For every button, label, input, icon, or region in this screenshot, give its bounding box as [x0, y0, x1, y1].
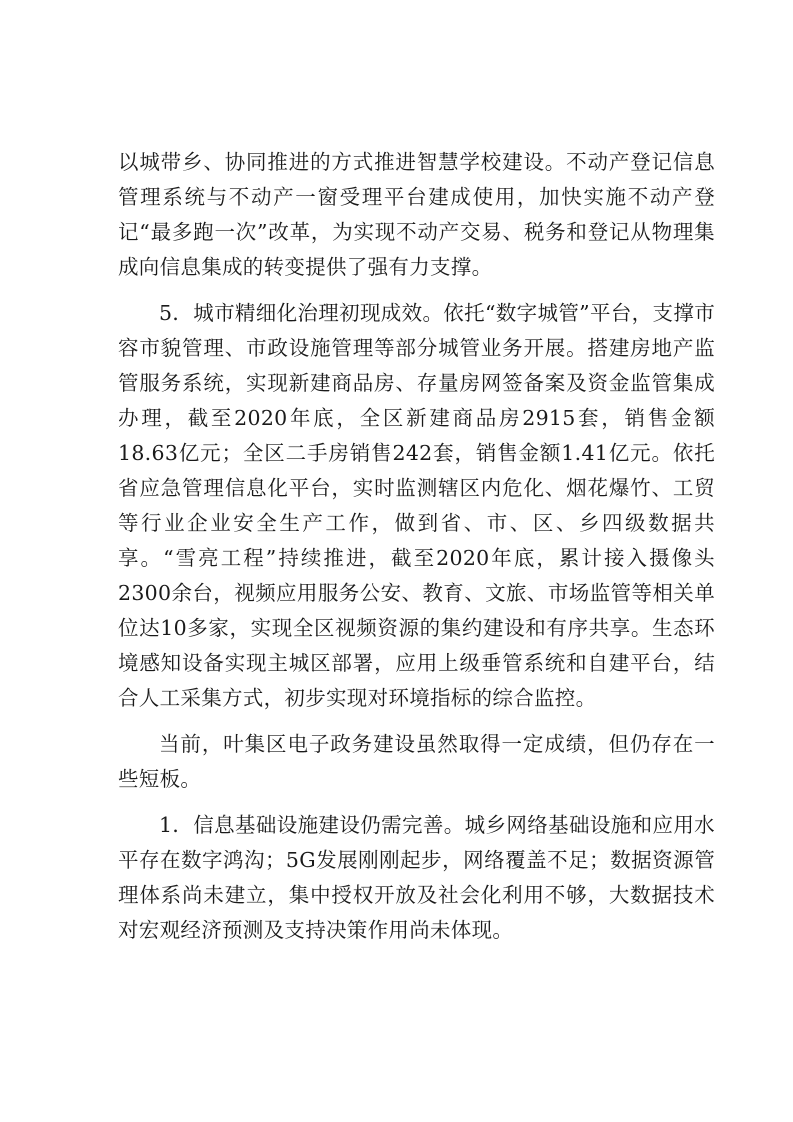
paragraph-shortcomings-intro: 当前，叶集区电子政务建设虽然取得一定成绩，但仍存在一些短板。 [118, 732, 715, 791]
paragraph-urban-governance: 5．城市精细化治理初现成效。依托“数字城管”平台，支撑市容市貌管理、市政设施管理等部分城管业务开展。搭建房地产监管服务系统，实现新建商品房、存量房网签备案及资金监管集成办理，截至2020年底，全区新建商品房2915套，销售金额18.63亿元；全区二手房销售242套，销售金额1.41亿元。依托省应急管理信息化平台，实时监测辖区内危化、烟花爆竹、工贸等行业企业安全生产工作，做到省、市、区、乡四级数据共享。“雪亮工程”持续推进，截至2020年底，累计接入摄像头2300余台，视频应用服务公安、教育、文旅、市场监管等相关单位达10多家，实现全区视频资源的集约建设和有序共享。生态环境感知设备实现主城区部署，应用上级垂管系统和自建平台，结合人工采集方式，初步实现对环境指标的综合监控。 [118, 301, 715, 710]
document-body [118, 145, 715, 959]
paragraph-infrastructure: 1．信息基础设施建设仍需完善。城乡网络基础设施和应用水平存在数字鸿沟；5G发展刚刚起步，网络覆盖不足；数据资源管理体系尚未建立，集中授权开放及社会化利用不够，大数据技术对宏观经济预测及支持决策作用尚未体现。 [118, 813, 715, 942]
paragraph-smart-school-continuation: 以城带乡、协同推进的方式推进智慧学校建设。不动产登记信息管理系统与不动产一窗受理平台建成使用，加快实施不动产登记“最多跑一次”改革，为实现不动产交易、税务和登记从物理集成向信息集成的转变提供了强有力支撑。 [118, 150, 715, 279]
